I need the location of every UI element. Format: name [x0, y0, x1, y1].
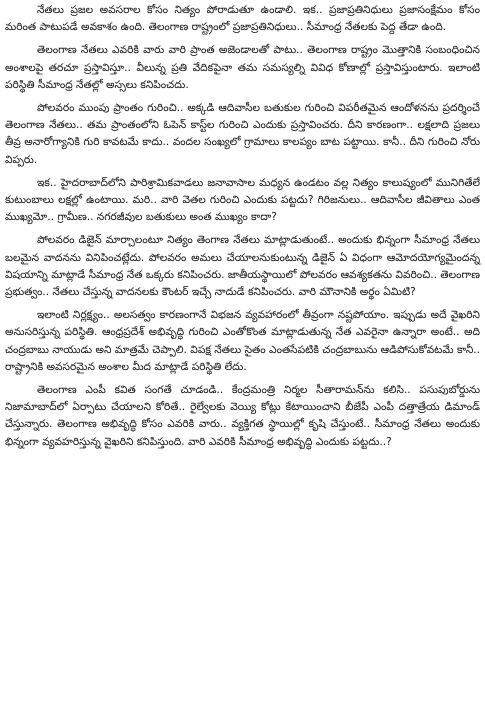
paragraph-4: ఇక.. హైదరాబాద్‌లోని పారిశ్రామికవాడలు జనావాసాల మధ్యన ఉండటం వల్ల నిత్యం కాలుష్యంలో మునిగితేలే కుటుంబాలు లక్షల్లో ఉంటాయి. మరి.. వారి వెతల గురించి ఎందుకు పట్టదు? గిరిజనులు.. ఆదివాసీల జీవితాలు ఎంత ముఖ్యమో.. గ్రామీణ.. నగరజీవుల బతుకులు అంత ముఖ్యం కాదా? [5, 176, 480, 224]
paragraph-6: ఇలాంటి నిర్లక్ష్యం.. అలసత్వం కారణంగానే విభజన వ్యవహారంలో తీవ్రంగా నష్టపోయాం. ఇప్పుడు అదే వైఖరిని అనుసరిస్తున్న పరిస్థితి. ఆంధ్రప్రదేశ్ అభివృద్ధి గురించి ఎంతోకొంత మాట్లాడుతున్న నేత ఎవరైనా ఉన్నారా అంటే.. అది చంద్రబాబు నాయుడు అని మాత్రమే చెప్పాలి. విపక్ష నేతలు సైతం ఎంతసేపటికి చంద్రబాబును ఆడిపోసుకోవటమే కానీ.. రాష్ట్రానికి అవసరమైన అంశాల మీద మాట్లాడే పరిస్థితి లేదు. [5, 309, 480, 373]
paragraph-7: తెలంగాణ ఎంపీ కవిత సంగతే చూడండి.. కేంద్రమంత్రి నిర్మల సీతారామన్‌ను కలిసి.. పసుపుబోర్డును నిజామాబాద్‌లో ఏర్పాటు చేయాలని కోరితే.. రైల్వేలకు వెయ్యి కోట్లు కేటాయించాని బీజేపీ ఎంపీ దత్తాత్రేయ డిమాండ్ చేస్తున్నారు. తెలంగాణ అభివృద్ధి కోసం ఎవరికి వారు.. వ్యక్తిగత స్థాయిల్లో కృషి చేస్తుంటే.. సీమాంధ్ర నేతలు అందుకు భిన్నంగా వ్యవహరిస్తున్న వైఖరిని కనిపిస్తుంది. వారి ఎవరికి సీమాంధ్ర అభివృద్ధి ఎందుకు పట్టదు..? [5, 384, 480, 448]
paragraph-2: తెలంగాణ నేతలు ఎవరికి వారు వారి ప్రాంత అజెండాలతో పాటు.. తెలంగాణ రాష్ట్రం మొత్తానికి సంబంధించిన అంశాలపై తరచూ ప్రస్తావిస్తూ.. వీలున్న ప్రతి వేదికపైనా తమ సమస్యల్ని వివిధ కోణాల్లో ప్రస్తావిస్తుంటారు. ఇలాంటి పరిస్థితి సీమాంధ్ర నేతల్లో అస్సలు కనిపించదు. [5, 44, 480, 91]
paragraph-1: నేతలు ప్రజల అవసరాల కోసం నిత్యం పోరాడుతూ ఉండాలి. ఇక.. ప్రజాప్రతినిధులు ప్రజాసంక్షేమం కోసం మరింత పాటుపడే అవకాశం ఉంది. తెలంగాణ రాష్ట్రంలో ప్రజాప్రతినిధులు.. సీమాంధ్ర నేతలకు పెద్ద తేడా ఉంది. [5, 4, 480, 34]
paragraph-5: పోలవరం డిజైన్ మార్చాలంటూ నిత్యం తెంగాణ నేతలు మాట్లాడుతుంటే.. అందుకు భిన్నంగా సీమాంధ్ర నేతలు బలమైన వాదనను వినిపించట్లేదు. పోలవరం అమలు చేయాలనుకుంటున్న డిజైన్ ఏ విధంగా ఆమోదయోగ్యమైందన్న విషయాన్ని మాట్లాడే సీమాంధ్ర నేత ఒక్కరు కనిపించరు. జాతీయస్థాయిలో పోలవరం ఆవశ్యకతను వివరించి.. తెలంగాణ ప్రభుత్వం.. నేతలు చేస్తున్న వాదనలకు కౌంటర్ ఇచ్చే నాదుడే కనిపించరు. వారి మౌనానికి అర్థం ఏమిటి? [5, 234, 480, 299]
paragraph-3: పోలవరం ముంపు ప్రాంతం గురించి.. అక్కడి ఆదివాసీల బతుకుల గురించి విపరీతమైన ఆందోళనను ప్రదర్శించే తెలంగాణ నేతలు.. తమ ప్రాంతంలోని ఓపెన్ కాస్ట్‌ల గురించి ఎందుకు ప్రస్తావించరు. దీని కారణంగా.. లక్షలాది ప్రజలు తీవ్ర అనారోగ్యానికి గురి కావటమే కాదు.. వందల సంఖ్యలో గ్రామాలు కాలప్యం బాట పట్టాయి. కానీ.. దీని గురించి నోరు విప్పరు. [5, 102, 480, 166]
